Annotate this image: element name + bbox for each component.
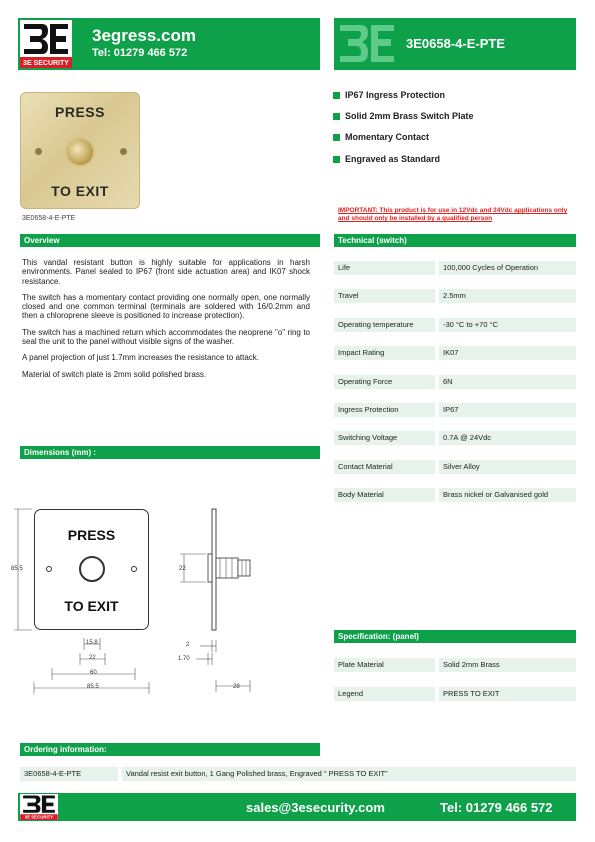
footer-email-link[interactable]: sales@3esecurity.com (246, 800, 385, 815)
table-row: Travel 2.5mm (334, 289, 576, 303)
feature-item: Engraved as Standard (333, 154, 440, 164)
important-notice: IMPORTANT: This product is for use in 12Vdc and 24Vdc applications only and should only be installed by a qualified person (338, 207, 568, 222)
order-description: Vandal resist exit button, 1 Gang Polished brass, Engraved " PRESS TO EXIT" (122, 767, 576, 781)
overview-paragraph: The switch has a momentary contact providing one normally open, one normally closed and one common terminal (terminals are soldered with 16/0.2mm and then a chloroprene sleeve is positioned to increase protection). (22, 292, 310, 321)
feature-item: IP67 Ingress Protection (333, 90, 445, 100)
table-row: Legend PRESS TO EXIT (334, 687, 576, 701)
overview-body (22, 258, 310, 386)
overview-paragraph: This vandal resistant button is highly suitable for applications in harsh environments. Panel sealed to IP67 (front side actuation area) and IK07 shock resistance. (22, 258, 310, 286)
table-row (20, 767, 576, 781)
dim-width-label: 85.5 (87, 684, 99, 690)
dim-label: 60 (90, 670, 97, 676)
table-row: Ingress Protection IP67 (334, 403, 576, 417)
header-phone: Tel: 01279 466 572 (92, 47, 188, 59)
bullet-square-icon (333, 92, 340, 99)
product-code-title: 3E0658-4-E-PTE (406, 36, 505, 51)
table-row: Operating temperature -30 °C to +70 °C (334, 318, 576, 332)
photo-exit-text: TO EXIT (51, 183, 109, 199)
screw-icon (35, 148, 42, 155)
3e-logo-icon (20, 794, 58, 820)
table-row: Life 100,000 Cycles of Operation (334, 261, 576, 275)
bullet-square-icon (333, 113, 340, 120)
dim-label: 28 (233, 684, 240, 690)
table-row: Operating Force 6N (334, 375, 576, 389)
feature-item: Momentary Contact (333, 132, 429, 142)
technical-header: Technical (switch) (334, 234, 576, 247)
overview-header: Overview (20, 234, 320, 247)
dimensions-header: Dimensions (mm) : (20, 446, 320, 459)
ordering-header: Ordering information: (20, 743, 320, 756)
push-button-icon (65, 137, 95, 167)
dim-label: 2 (186, 642, 190, 648)
header-banner (18, 18, 320, 70)
dim-label: 22 (89, 655, 96, 661)
overview-paragraph: A panel projection of just 1.7mm increases the resistance to attack. (22, 353, 260, 363)
order-code: 3E0658-4-E-PTE (20, 767, 118, 781)
product-code-banner (334, 18, 576, 70)
table-row: Plate Material Solid 2mm Brass (334, 658, 576, 672)
table-row: Impact Rating IK07 (334, 346, 576, 360)
bullet-square-icon (333, 134, 340, 141)
dim-height-label: 85.5 (11, 566, 23, 572)
footer-phone: Tel: 01279 466 572 (440, 800, 553, 815)
specification-header: Specification: (panel) (334, 630, 576, 643)
overview-paragraph: The switch has a machined return which accommodates the neoprene "o" ring to seal the unit to the panel without visible signs of the washer. (22, 327, 310, 347)
drawing-exit-text: TO EXIT (64, 598, 119, 614)
photo-caption: 3E0658-4-E-PTE (22, 215, 76, 222)
dimension-lines (0, 500, 320, 700)
photo-press-text: PRESS (55, 104, 105, 120)
footer-banner (18, 793, 576, 821)
drawing-press-text: PRESS (67, 527, 116, 543)
dim-label: 1.70 (178, 656, 190, 662)
table-row: Switching Voltage 0.7A @ 24Vdc (334, 431, 576, 445)
product-photo (20, 92, 140, 209)
logo-text: 3E SECURITY (24, 814, 54, 820)
company-logo (20, 20, 72, 68)
logo-text: 3E SECURITY (23, 60, 69, 67)
site-url[interactable]: 3egress.com (92, 26, 196, 45)
table-row: Contact Material Silver Alloy (334, 460, 576, 474)
feature-item: Solid 2mm Brass Switch Plate (333, 111, 474, 121)
3e-watermark-icon (338, 22, 396, 66)
dim-label: 15.8 (86, 640, 98, 646)
footer-logo (20, 794, 58, 820)
overview-paragraph: Material of switch plate is 2mm solid polished brass. (22, 369, 207, 379)
bullet-square-icon (333, 156, 340, 163)
3e-logo-icon (20, 20, 72, 68)
table-row: Body Material Brass nickel or Galvanised gold (334, 488, 576, 502)
dim-label: 22 (179, 566, 186, 572)
screw-icon (120, 148, 127, 155)
